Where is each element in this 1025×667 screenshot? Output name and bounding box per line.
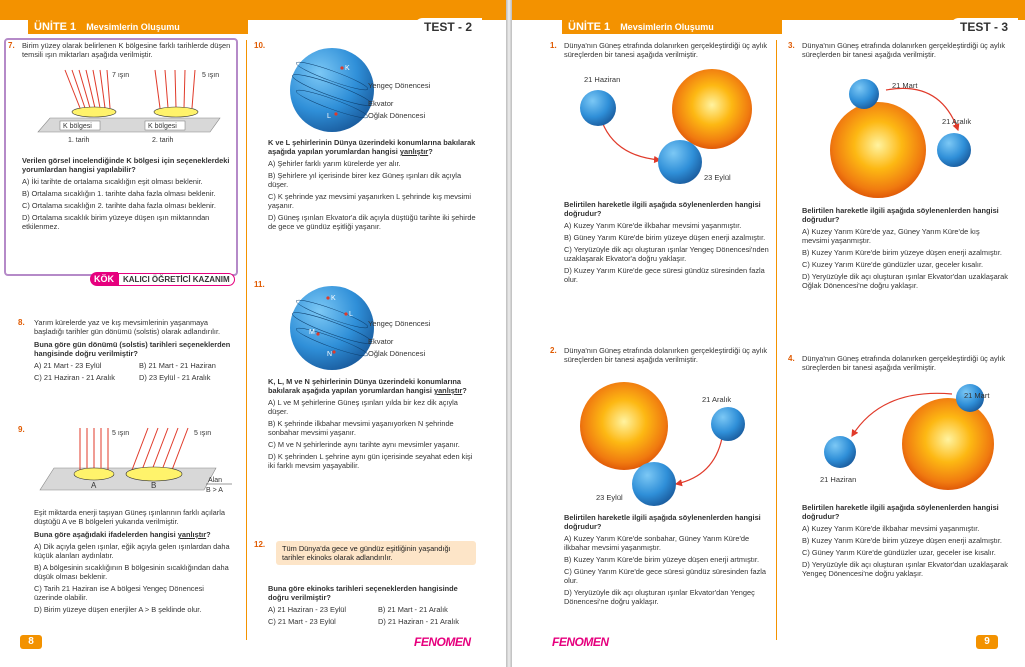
option-d[interactable]: D) Ortalama sıcaklık birim yüzeye düşen ışın miktarından etkilenmez.	[22, 213, 210, 231]
equator-label: Ekvator	[368, 337, 394, 346]
area-compare: B > A	[206, 487, 223, 494]
option-a[interactable]: A) Kuzey Yarım Küre'de ilkbahar mevsimi yaşanmıştır.	[802, 524, 980, 533]
rays-label: 5 ışın	[112, 430, 130, 437]
question-2	[564, 346, 770, 364]
question-prompt: Buna göre ekinoks tarihleri seçeneklerden hangisinde doğru verilmiştir?	[268, 584, 458, 602]
question-prompt: K ve L şehirlerinin Dünya üzerindeki konumlarına bakılarak aşağıda yapılan yorumlardan hangisi yanlıştır?	[268, 138, 476, 156]
option-d[interactable]: D) Kuzey Yarım Küre'de gece süresi gündüz süresinden fazla olur.	[564, 266, 765, 284]
region-label: B	[151, 481, 157, 490]
question-number: 2.	[550, 346, 557, 355]
unit-label: ÜNİTE 1 Mevsimlerin Oluşumu	[28, 20, 248, 34]
option-b[interactable]: B) Şehirlere yıl içerisinde birer kez Güneş ışınları dik açıyla düşer.	[268, 171, 462, 189]
option-d[interactable]: D) Yeryüzüyle dik açı oluşturan ışınlar Ekvator'dan uzaklaşarak Yengeç Dönencesi'ne doğru yaklaşır.	[802, 560, 1008, 578]
option-a[interactable]: A) Şehirler farklı yarım kürelerde yer alır.	[268, 159, 401, 168]
option-c[interactable]: C) K şehrinde yaz mevsimi yaşanırken L şehrinde kış mevsimi yaşanır.	[268, 192, 472, 210]
region-label: A	[91, 481, 97, 490]
date-label: 21 Aralık	[942, 117, 972, 126]
option-a[interactable]: A) 21 Mart - 23 Eylül	[34, 361, 102, 370]
question-stem: Dünya'nın Güneş etrafında dolanırken gerçekleştirdiği üç aylık süreçlerden bir tanesi aşağıda verilmiştir.	[564, 41, 768, 59]
question-stem: Dünya'nın Güneş etrafında dolanırken gerçekleştirdiği üç aylık süreçlerden bir tanesi aşağıda verilmiştir.	[802, 354, 1006, 372]
question-prompt: Belirtilen hareketle ilgili aşağıda söylenenlerden hangisi doğrudur?	[802, 503, 999, 521]
city-l: L	[349, 311, 353, 318]
question-8	[34, 318, 234, 382]
info-note: Tüm Dünya'da gece ve gündüz eşitliğinin yaşandığı tarihler ekinoks olarak adlandırılır.	[276, 541, 476, 565]
orbit-diagram-q1	[572, 64, 772, 194]
tropic-capricorn-label: Oğlak Dönencesi	[368, 349, 426, 358]
question-number: 7.	[8, 41, 15, 50]
question-prompt: Belirtilen hareketle ilgili aşağıda söylenenlerden hangisi doğrudur?	[564, 200, 761, 218]
date-label: 21 Mart	[892, 81, 918, 90]
option-b[interactable]: B) 21 Mart - 21 Aralık	[378, 605, 448, 614]
date-label: 2. tarih	[152, 137, 174, 144]
date-label: 21 Mart	[964, 391, 990, 400]
question-prompt: Buna göre aşağıdaki ifadelerden hangisi yanlıştır?	[34, 530, 211, 539]
option-c[interactable]: C) 21 Haziran - 21 Aralık	[34, 373, 115, 382]
question-stem: Dünya'nın Güneş etrafında dolanırken gerçekleştirdiği üç aylık süreçlerden bir tanesi aşağıda verilmiştir.	[564, 346, 768, 364]
option-c[interactable]: C) Güney Yarım Küre'de gece süresi gündüz süresinden fazla olur.	[564, 567, 767, 585]
test-label: TEST - 3	[950, 18, 1018, 36]
tropic-cancer-label: Yengeç Dönencesi	[368, 319, 431, 328]
question-prompt: Buna göre gün dönümü (solstis) tarihleri seçeneklerden hangisinde doğru verilmiştir?	[34, 340, 231, 358]
test-label: TEST - 2	[414, 18, 482, 36]
option-a[interactable]: A) L ve M şehirlerine Güneş ışınları yılda bir kez dik açıyla düşer.	[268, 398, 458, 416]
publisher-logo: FENOMEN	[414, 635, 471, 649]
option-b[interactable]: B) Kuzey Yarım Küre'de birim yüzeye düşen enerji artmıştır.	[564, 555, 760, 564]
question-number: 8.	[18, 318, 25, 327]
publisher-logo: FENOMEN	[552, 635, 609, 649]
option-a[interactable]: A) İki tarihte de ortalama sıcaklığın eşit olması beklenir.	[22, 177, 203, 186]
left-page	[0, 0, 506, 667]
question-stem: Dünya'nın Güneş etrafında dolanırken gerçekleştirdiği üç aylık süreçlerden bir tanesi aşağıda verilmiştir.	[802, 41, 1006, 59]
date-label: 23 Eylül	[596, 493, 623, 502]
date-label: 21 Aralık	[702, 395, 732, 404]
right-page	[512, 0, 1025, 667]
equator-label: Ekvator	[368, 99, 394, 108]
region-label: K bölgesi	[63, 123, 92, 130]
question-stem: Yarım kürelerde yaz ve kış mevsimlerinin yaşanmaya başladığı tarihler gün dönümü (solstis) olarak adlandırılır.	[34, 318, 221, 336]
question-4-body	[802, 503, 1008, 578]
question-10	[268, 138, 478, 231]
area-label: Alan	[208, 477, 223, 484]
option-a[interactable]: A) 21 Haziran - 23 Eylül	[268, 605, 347, 614]
question-1-body	[564, 200, 770, 284]
option-d[interactable]: D) 21 Haziran - 21 Aralık	[378, 617, 459, 626]
option-b[interactable]: B) Ortalama sıcaklığın 1. tarihte daha fazla olması beklenir.	[22, 189, 216, 198]
option-c[interactable]: C) Tarih 21 Haziran ise A bölgesi Yengeç Dönencesi üzerinde olabilir.	[34, 584, 204, 602]
question-number: 3.	[788, 41, 795, 50]
question-3-body	[802, 206, 1008, 290]
question-number: 9.	[18, 425, 25, 434]
question-prompt: Belirtilen hareketle ilgili aşağıda söylenenlerden hangisi doğrudur?	[564, 513, 761, 531]
option-c[interactable]: C) Ortalama sıcaklığın 2. tarihte daha fazla olması beklenir.	[22, 201, 216, 210]
option-c[interactable]: C) M ve N şehirlerinde aynı tarihte aynı mevsimler yaşanır.	[268, 440, 460, 449]
rays-label: 5 ışın	[202, 72, 220, 79]
orbit-diagram-q4	[812, 380, 1012, 500]
option-a[interactable]: A) Kuzey Yarım Küre'de yaz, Güney Yarım Küre'de kış mevsimi yaşanmıştır.	[802, 227, 980, 245]
rays-diagram-q7	[30, 66, 230, 146]
page-number: 8	[20, 635, 42, 649]
option-a[interactable]: A) Kuzey Yarım Küre'de sonbahar, Güney Yarım Küre'de ilkbahar mevsimi yaşanmıştır.	[564, 534, 750, 552]
rays-diagram-q9	[36, 424, 236, 504]
orbit-diagram-q3	[812, 72, 1012, 202]
date-label: 1. tarih	[68, 137, 90, 144]
option-b[interactable]: B) K şehrinde ilkbahar mevsimi yaşanıyorken N şehrinde sonbahar mevsimi yaşanır.	[268, 419, 454, 437]
question-stem: Eşit miktarda enerji taşıyan Güneş ışınlarının farklı açılarla düştüğü A ve B bölgeleri yukarıda verilmiştir.	[34, 508, 226, 526]
unit-label: ÜNİTE 1 Mevsimlerin Oluşumu	[562, 20, 782, 34]
globe-q10	[290, 44, 490, 134]
question-11	[268, 377, 478, 470]
question-prompt: Verilen görsel incelendiğinde K bölgesi için seçeneklerdeki yorumlardan hangisi yapılabilir?	[22, 156, 230, 174]
option-d[interactable]: D) Birim yüzeye düşen enerjiler A > B şeklinde olur.	[34, 605, 202, 614]
question-prompt: K, L, M ve N şehirlerinin Dünya üzerindeki konumlarına bakılarak aşağıda yapılan yorumlardan hangisi yanlıştır?	[268, 377, 467, 395]
question-12	[268, 584, 478, 626]
question-7-body	[22, 152, 234, 231]
option-b[interactable]: B) Kuzey Yarım Küre'de birim yüzeye düşen enerji azalmıştır.	[802, 248, 1002, 257]
option-b[interactable]: B) 21 Mart - 21 Haziran	[139, 361, 216, 370]
left-header	[0, 0, 506, 34]
question-number: 10.	[254, 41, 266, 50]
question-9	[34, 508, 234, 614]
question-number: 11.	[254, 280, 265, 289]
date-label: 23 Eylül	[704, 173, 731, 182]
rays-label: 5 ışın	[194, 430, 212, 437]
option-a[interactable]: A) Dik açıyla gelen ışınlar, eğik açıyla gelen ışınlardan daha küçük alanları aydınlatır.	[34, 542, 230, 560]
option-d[interactable]: D) Yeryüzüyle dik açı oluşturan ışınlar Ekvator'dan Yengeç Dönencesi'ne doğru yaklaşır.	[564, 588, 755, 606]
city-k: K	[345, 65, 350, 72]
question-1	[564, 41, 770, 59]
question-number: 4.	[788, 354, 795, 363]
question-3	[802, 41, 1008, 59]
date-label: 21 Haziran	[820, 475, 857, 484]
city-l: L	[327, 113, 331, 120]
option-b[interactable]: B) A bölgesinin sıcaklığının B bölgesinin sıcaklığından daha düşük olması beklenir.	[34, 563, 229, 581]
option-d[interactable]: D) Yeryüzüyle dik açı oluşturan ışınlar Ekvator'dan uzaklaşarak Oğlak Dönencesi'ne doğru yaklaşır.	[802, 272, 1008, 290]
tropic-capricorn-label: Oğlak Dönencesi	[368, 111, 426, 120]
option-c[interactable]: C) Kuzey Yarım Küre'de gündüzler uzar, geceler kısalır.	[802, 260, 984, 269]
option-d[interactable]: D) Güneş ışınları Ekvator'a dik açıyla düştüğü tarihte iki şehirde de gece ve gündüz eşitliği yaşanır.	[268, 213, 476, 231]
option-d[interactable]: D) K şehrinden L şehrine aynı gün içerisinde seyahat eden kişi iki farklı mevsim yaşayabilir.	[268, 452, 473, 470]
option-a[interactable]: A) Kuzey Yarım Küre'de ilkbahar mevsimi yaşanmıştır.	[564, 221, 742, 230]
question-prompt: Belirtilen hareketle ilgili aşağıda söylenenlerden hangisi doğrudur?	[802, 206, 999, 224]
region-label: K bölgesi	[148, 123, 177, 130]
orbit-diagram-q2	[572, 376, 772, 506]
option-c[interactable]: C) Yeryüzüyle dik açı oluşturan ışınlar Yengeç Dönencesi'nden uzaklaşarak Ekvator'a doğru yaklaşır.	[564, 245, 769, 263]
page-number: 9	[976, 635, 998, 649]
rays-label: 7 ışın	[112, 72, 130, 79]
question-2-body	[564, 513, 770, 606]
tropic-cancer-label: Yengeç Dönencesi	[368, 81, 431, 90]
city-k: K	[331, 295, 336, 302]
question-number: 12.	[254, 540, 266, 549]
city-n: N	[327, 351, 333, 358]
option-c[interactable]: C) 21 Mart - 23 Eylül	[268, 617, 336, 626]
question-7	[22, 41, 232, 59]
date-label: 21 Haziran	[584, 75, 621, 84]
option-c[interactable]: C) Güney Yarım Küre'de gündüzler uzar, geceler ise kısalır.	[802, 548, 996, 557]
right-header	[512, 0, 1025, 34]
city-m: M	[309, 329, 315, 336]
question-number: 1.	[550, 41, 557, 50]
kok-badge: KÖK KALICI ÖĞRETİCİ KAZANIM	[90, 272, 235, 286]
globe-q11	[290, 282, 490, 372]
option-d[interactable]: D) 23 Eylül - 21 Aralık	[139, 373, 211, 382]
option-b[interactable]: B) Kuzey Yarım Küre'de birim yüzeye düşen enerji azalmıştır.	[802, 536, 1002, 545]
option-b[interactable]: B) Güney Yarım Küre'de birim yüzeye düşen enerji azalmıştır.	[564, 233, 766, 242]
question-4	[802, 354, 1008, 372]
question-stem: Birim yüzey olarak belirlenen K bölgesine farklı tarihlerde düşen temsili ışın miktarları aşağıda verilmiştir.	[22, 41, 231, 59]
